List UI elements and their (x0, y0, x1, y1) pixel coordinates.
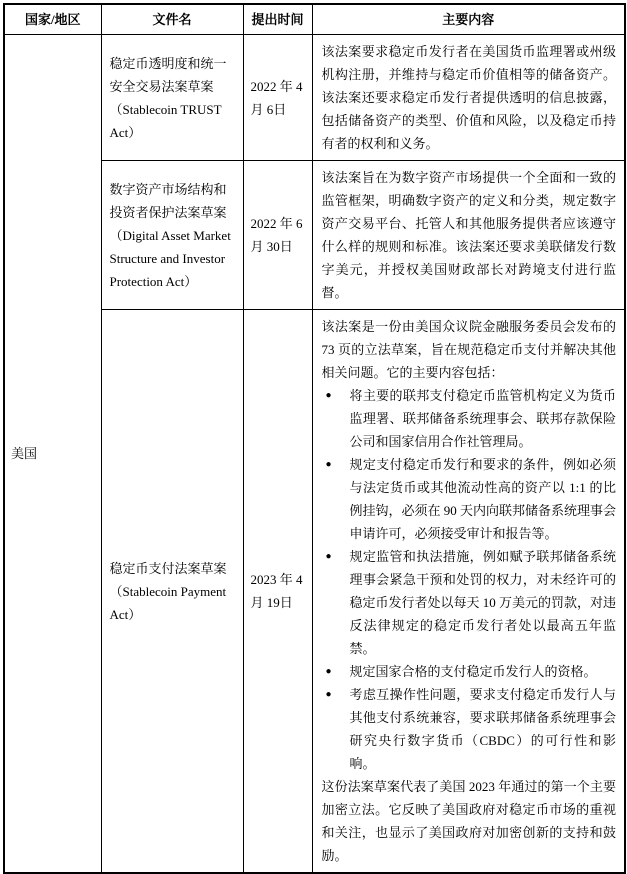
header-doc-name: 文件名 (101, 4, 243, 35)
date-cell: 2022 年 6 月 30日 (243, 161, 312, 310)
date-cell: 2022 年 4 月 6日 (243, 35, 312, 161)
list-item (322, 384, 617, 453)
content-cell: 该法案旨在为数字资产市场提供一个全面和一致的监管框架，明确数字资产的定义和分类，规定数字资产交易平台、托管人和其他服务提供者应该遵守什么样的规则和标准。该法案还要求美联储发行数字美元，并授权美国财政部长对跨境支付进行监督。 (312, 161, 625, 310)
content-outro: 这份法案草案代表了美国 2023 年通过的第一个主要加密立法。它反映了美国政府对稳定币市场的重视和关注，也显示了美国政府对加密创新的支持和鼓励。 (321, 779, 616, 863)
content-cell: 该法案要求稳定币发行者在美国货币监理署或州级机构注册，并维持与稳定币价值相等的储备资产。该法案还要求稳定币发行者提供透明的信息披露，包括储备资产的类型、价值和风险，以及稳定币持有者的权利和义务。 (312, 35, 625, 161)
content-intro: 该法案是一份由美国众议院金融服务委员会发布的 73 页的立法草案，旨在规范稳定币支付并解决其他相关问题。它的主要内容包括： (321, 319, 616, 380)
table-row-trust-act (4, 35, 625, 161)
bullet-icon: ● (325, 551, 332, 562)
legislation-table (3, 3, 626, 874)
bullet-icon: ● (325, 666, 332, 677)
header-region: 国家/地区 (4, 4, 101, 35)
bullet-icon: ● (325, 689, 332, 700)
header-date: 提出时间 (243, 4, 312, 35)
bullet-text: 考虑互操作性问题，要求支付稳定币发行人与其他支付系统兼容，要求联邦储备系统理事会研究央行数字货币（CBDC）的可行性和影响。 (349, 687, 616, 771)
bullet-text: 规定监管和执法措施，例如赋予联邦储备系统理事会紧急干预和处罚的权力，对未经许可的稳定币发行者处以每天 10 万美元的罚款，对违反法律规定的稳定币发行者处以最高五年监禁。 (349, 549, 617, 656)
list-item (322, 660, 617, 683)
bullet-text: 将主要的联邦支付稳定币监管机构定义为货币监理署、联邦储备系统理事会、联邦存款保险公司和国家信用合作社管理局。 (349, 388, 616, 449)
doc-name-cell: 数字资产市场结构和投资者保护法案草案（Digital Asset Market Structure and Investor Protection Act） (101, 161, 243, 310)
doc-name-cell: 稳定币支付法案草案（Stablecoin Payment Act） (101, 310, 243, 874)
bullet-text: 规定国家合格的支付稳定币发行人的资格。 (349, 664, 597, 679)
list-item (322, 545, 617, 660)
bullet-icon: ● (325, 459, 332, 470)
bullet-icon: ● (325, 390, 332, 401)
header-main-content: 主要内容 (312, 4, 625, 35)
list-item (322, 683, 617, 775)
content-cell (312, 310, 625, 874)
doc-name-cell: 稳定币透明度和统一安全交易法案草案（Stablecoin TRUST Act） (101, 35, 243, 161)
list-item (322, 453, 617, 545)
date-cell: 2023 年 4 月 19日 (243, 310, 312, 874)
region-cell: 美国 (4, 35, 101, 874)
header-row (4, 4, 625, 35)
bullet-text: 规定支付稳定币发行和要求的条件，例如必须与法定货币或其他流动性高的资产以 1:1 的比例挂钩，必须在 90 天内向联邦储备系统理事会申请许可，必须接受审计和报告等。 (349, 457, 617, 541)
